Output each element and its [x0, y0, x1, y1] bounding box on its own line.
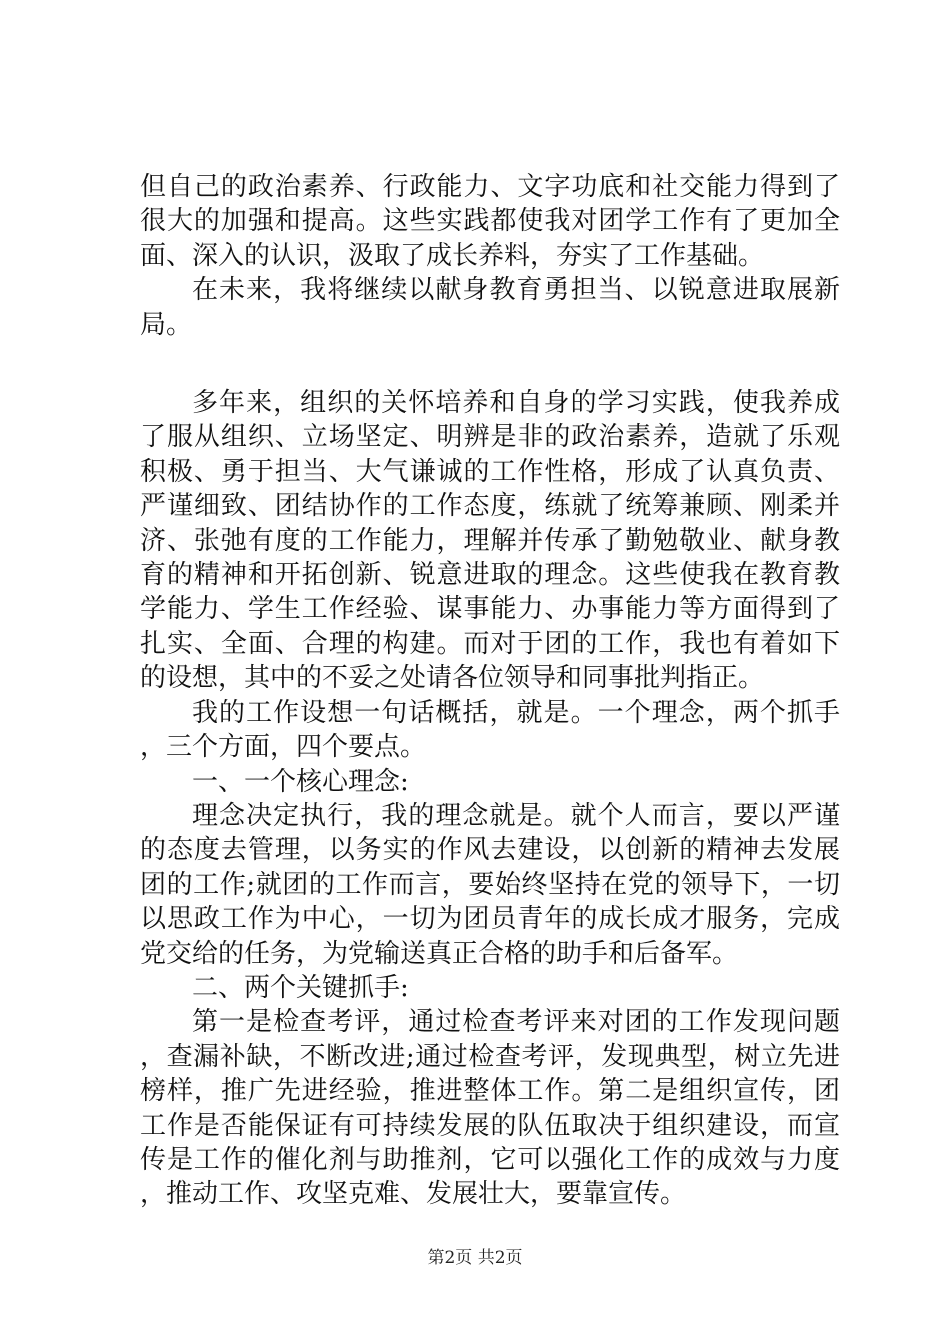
- page-footer: 第2页 共2页: [427, 1248, 523, 1268]
- paragraph-summary: 我的工作设想一句话概括，就是。一个理念，两个抓手，三个方面，四个要点。: [140, 697, 840, 763]
- paragraph-key-levers: 第一是检查考评，通过检查考评来对团的工作发现问题，查漏补缺，不断改进;通过检查考评，发现典型，树立先进榜样，推广先进经验，推进整体工作。第二是组织宣传，团工作是否能保证有可持续发展的队伍取决于组织建设，而宣传是工作的催化剂与助推剂，它可以强化工作的成效与力度，推动工作、攻坚克难、发展壮大，要靠宣传。: [140, 1007, 840, 1210]
- paragraph-continuation: 但自己的政治素养、行政能力、文字功底和社交能力得到了很大的加强和提高。这些实践都使我对团学工作有了更加全面、深入的认识，汲取了成长养料，夯实了工作基础。: [140, 172, 840, 271]
- paragraph-experience: 多年来，组织的关怀培养和自身的学习实践，使我养成了服从组织、立场坚定、明辨是非的政治素养，造就了乐观积极、勇于担当、大气谦诚的工作性格，形成了认真负责、严谨细致、团结协作的工作态度，练就了统筹兼顾、刚柔并济、张弛有度的工作能力，理解并传承了勤勉敬业、献身教育的精神和开拓创新、锐意进取的理念。这些使我在教育教学能力、学生工作经验、谋事能力、办事能力等方面得到了扎实、全面、合理的构建。而对于团的工作，我也有着如下的设想，其中的不妥之处请各位领导和同事批判指正。: [140, 388, 840, 694]
- section-heading-key-levers: 二、两个关键抓手:: [192, 972, 409, 1003]
- document-body: [140, 170, 840, 1212]
- paragraph-future: 在未来，我将继续以献身教育勇担当、以锐意进取展新局。: [140, 275, 840, 340]
- section-heading-core-concept: 一、一个核心理念:: [192, 766, 409, 797]
- paragraph-core-concept: 理念决定执行，我的理念就是。就个人而言，要以严谨的态度去管理，以务实的作风去建设，以创新的精神去发展团的工作;就团的工作而言，要始终坚持在党的领导下，一切以思政工作为中心，一切为团员青年的成长成才服务，完成党交给的任务，为党输送真正合格的助手和后备军。: [140, 800, 840, 969]
